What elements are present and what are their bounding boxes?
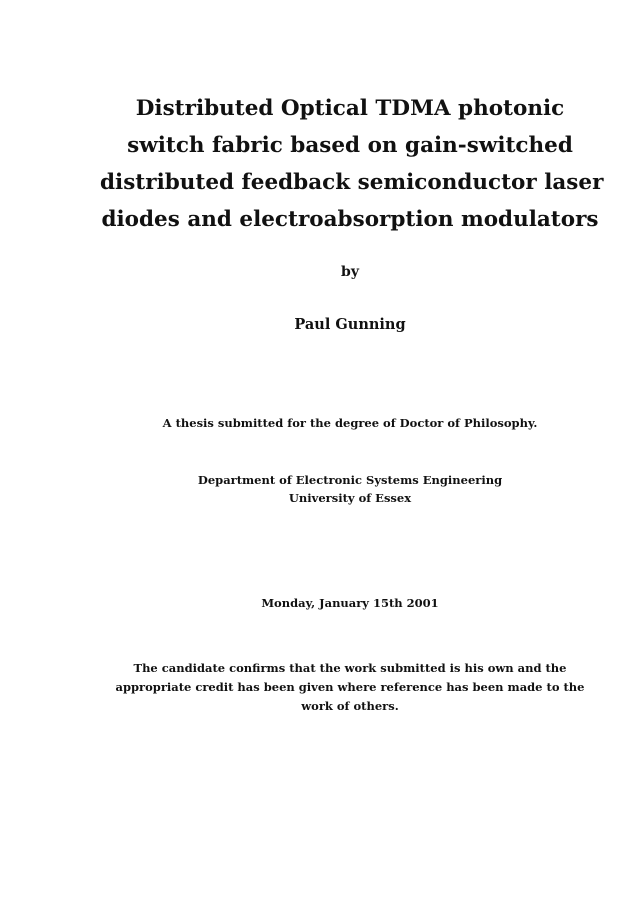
department-name: Department of Electronic Systems Engineering <box>197 473 503 487</box>
title-line: diodes and electroabsorption modulators <box>101 207 599 232</box>
title-line: Distributed Optical TDMA photonic <box>135 96 565 121</box>
title-line: distributed feedback semiconductor laser <box>100 170 604 195</box>
university-name: University of Essex <box>288 491 412 505</box>
thesis-title <box>100 90 604 238</box>
submission-date: Monday, January 15th 2001 <box>261 596 439 610</box>
affiliation <box>100 471 600 507</box>
statement-line: The candidate confirms that the work submitted is his own and the <box>133 661 567 675</box>
degree-statement: A thesis submitted for the degree of Doctor of Philosophy. <box>162 416 538 430</box>
by-line: by <box>341 264 359 280</box>
statement-line: appropriate credit has been given where reference has been made to the <box>115 680 585 694</box>
author-name: Paul Gunning <box>294 316 406 333</box>
candidate-statement <box>100 659 600 716</box>
title-line: switch fabric based on gain-switched <box>127 133 573 158</box>
statement-line: work of others. <box>301 699 399 713</box>
